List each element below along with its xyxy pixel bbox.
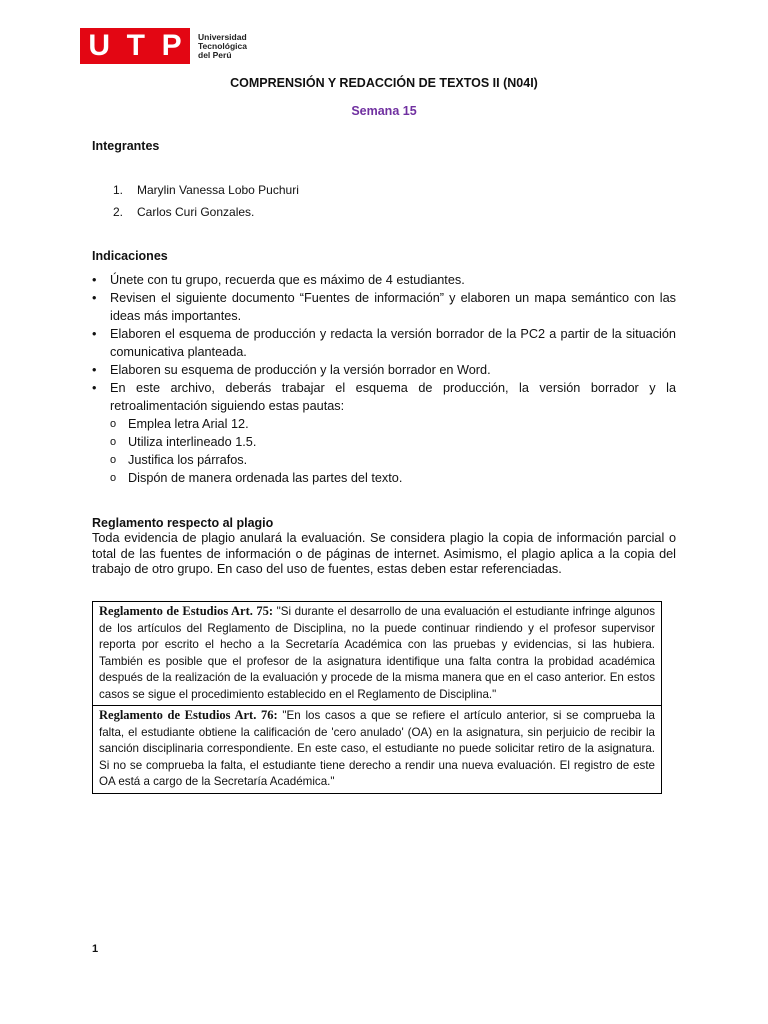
logo-letter-u: U (88, 29, 110, 62)
member-name: Carlos Curi Gonzales. (137, 205, 255, 219)
logo-letter-t: T (126, 29, 145, 62)
plagio-paragraph: Toda evidencia de plagio anulará la evaluación. Se considera plagio la copia de información parcial o total de las fuentes de información o de páginas de internet. Asimismo, el plagio aplica a la copia del trabajo de otro grupo. En caso del uso de fuentes, estas deben estar referenciadas. (92, 531, 676, 576)
sub-bullet-text: Utiliza interlineado 1.5. (128, 435, 257, 449)
indicaciones-list (92, 271, 676, 487)
utp-logo (80, 28, 247, 64)
bullet-icon: • (92, 291, 97, 305)
bullet-text: Revisen el siguiente documento “Fuentes de información” y elaboren un mapa semántico con las ideas más importantes. (110, 291, 676, 323)
members-list (113, 183, 299, 227)
logo-wordmark (198, 33, 247, 60)
circle-bullet-icon: o (110, 418, 117, 430)
sub-bullet-item (110, 469, 676, 487)
rule-label: Reglamento de Estudios Art. 75: (99, 604, 274, 618)
bullet-icon: • (92, 381, 97, 395)
bullet-item (92, 289, 676, 325)
bullet-text: Elaboren el esquema de producción y redacta la versión borrador de la PC2 a partir de la situación comunicativa planteada. (110, 327, 676, 359)
member-item (113, 183, 299, 205)
member-number: 1. (113, 183, 124, 197)
circle-bullet-icon: o (110, 436, 117, 448)
member-item (113, 205, 299, 227)
bullet-icon: • (92, 273, 97, 287)
bullet-text: Únete con tu grupo, recuerda que es máximo de 4 estudiantes. (110, 273, 465, 287)
plagio-heading: Reglamento respecto al plagio (92, 516, 274, 530)
logo-line-2: Tecnológica (198, 40, 247, 51)
logo-letter-p: P (161, 29, 182, 62)
integrantes-heading: Integrantes (92, 139, 160, 153)
rules-table (92, 601, 662, 794)
rule-cell (93, 706, 662, 794)
circle-bullet-icon: o (110, 454, 117, 466)
sub-bullet-item (110, 433, 676, 451)
sub-bullet-text: Justifica los párrafos. (128, 453, 248, 467)
bullet-item (92, 271, 676, 289)
member-number: 2. (113, 205, 124, 219)
rule-label: Reglamento de Estudios Art. 76: (99, 708, 278, 722)
week-label: Semana 15 (351, 104, 417, 118)
page-number: 1 (92, 943, 99, 955)
sub-bullet-item (110, 451, 676, 469)
bullet-item (92, 325, 676, 361)
bullet-item (92, 379, 676, 415)
indicaciones-heading: Indicaciones (92, 249, 168, 263)
logo-line-1: Universidad (198, 31, 247, 42)
member-name: Marylin Vanessa Lobo Puchuri (137, 183, 299, 197)
bullet-icon: • (92, 327, 97, 341)
table-row (93, 706, 662, 794)
sub-bullet-item (110, 415, 676, 433)
table-row (93, 602, 662, 706)
rule-text: "Si durante el desarrollo de una evaluación el estudiante infringe algunos de los artículos del Reglamento de Disciplina, no la puede continuar rindiendo y el profesor supervisor reporta por escrito el hecho a la Secretaría Académica con las pruebas y evidencias, si las hubiera. También es posible que el profesor de la asignatura identifique una falta contra la probidad académica después de la realización de la evaluación y procede de la misma manera que en el caso anterior. En estos casos se sigue el procedimiento establecido en el Reglamento de Disciplina." (99, 605, 655, 701)
rule-cell (93, 602, 662, 706)
document-title: COMPRENSIÓN Y REDACCIÓN DE TEXTOS II (N04I) (230, 76, 538, 90)
logo-line-3: del Perú (198, 49, 232, 60)
bullet-text: En este archivo, deberás trabajar el esquema de producción, la versión borrador y la retroalimentación siguiendo estas pautas: (110, 381, 676, 413)
sub-bullet-text: Emplea letra Arial 12. (128, 417, 249, 431)
bullet-icon: • (92, 363, 97, 377)
circle-bullet-icon: o (110, 472, 117, 484)
bullet-text: Elaboren su esquema de producción y la versión borrador en Word. (110, 363, 491, 377)
bullet-item (92, 361, 676, 379)
sub-bullet-text: Dispón de manera ordenada las partes del texto. (128, 471, 403, 485)
logo-mark (80, 28, 190, 64)
rule-text: "En los casos a que se refiere el artículo anterior, si se comprueba la falta, el estudiante obtiene la calificación de 'cero anulado' (OA) en la asignatura, sin perjuicio de recibir la sanción disciplinaria correspondiente. En este caso, el estudiante no puede solicitar retiro de la asignatura. Si no se comprueba la falta, el estudiante tiene derecho a rendir una nueva evaluación. El registro de este OA está a cargo de la Secretaría Académica." (99, 709, 655, 788)
